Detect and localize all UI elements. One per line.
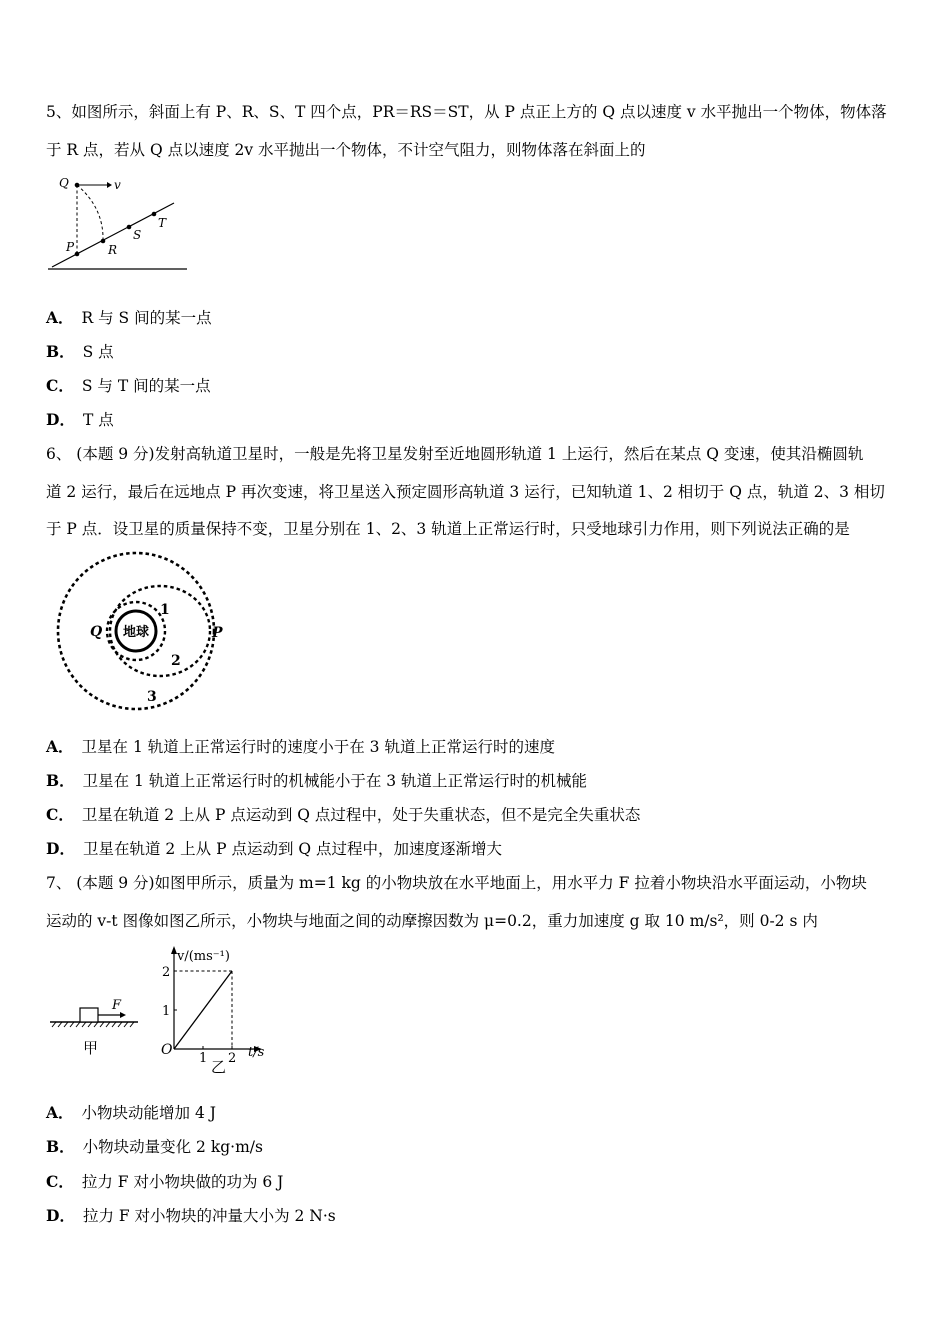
q5-label-v: v — [114, 178, 121, 192]
q6-stem-line2: 道 2 运行，最后在远地点 P 再次变速，将卫星送入预定圆形高轨道 3 运行，已知轨道 1、2 相切于 Q 点，轨道 2、3 相切 — [46, 483, 885, 501]
q7-stem-line1: 7、 (本题 9 分)如图甲所示，质量为 m=1 kg 的小物块放在水平地面上，用水平力 F 拉着小物块沿水平面运动，小物块 — [46, 874, 867, 892]
q7-option-b[interactable] — [46, 1137, 263, 1157]
q7-stem-line2: 运动的 v-t 图像如图乙所示，小物块与地面之间的动摩擦因数为 μ=0.2，重力加速度 g 取 10 m/s²，则 0-2 s 内 — [46, 912, 818, 930]
q6-option-a[interactable] — [46, 737, 555, 757]
q6-option-b[interactable] — [46, 771, 587, 791]
q7-y-axis-label: v/(ms⁻¹) — [177, 949, 230, 964]
q7-y-tick-label-1: 1 — [162, 1004, 171, 1019]
q7-option-c-label: C． — [46, 1172, 74, 1191]
q5-stem-line2: 于 R 点，若从 Q 点以速度 2v 水平抛出一个物体，不计空气阻力，则物体落在斜面上的 — [46, 141, 646, 159]
q5-label-p: P — [66, 240, 75, 254]
q6-label-orbit3: 3 — [147, 689, 157, 705]
q5-stem-line1: 5、如图所示，斜面上有 P、R、S、T 四个点，PR＝RS＝ST，从 P 点正上方的 Q 点以速度 v 水平抛出一个物体，物体落 — [46, 103, 887, 121]
q5-option-a-text: R 与 S 间的某一点 — [81, 309, 212, 327]
q5-option-b-text: S 点 — [82, 343, 114, 361]
q7-vt-line — [174, 971, 232, 1049]
q6-label-p: P — [212, 625, 223, 641]
q6-stem-line3: 于 P 点．设卫星的质量保持不变，卫星分别在 1、2、3 轨道上正常运行时，只受地球引力作用，则下列说法正确的是 — [46, 520, 850, 538]
q6-label-q: Q — [90, 624, 103, 640]
q7-x-tick-label-2: 2 — [228, 1051, 237, 1066]
q7-option-c-text: 拉力 F 对小物块做的功为 6 J — [81, 1173, 284, 1191]
q7-figure-jia — [46, 990, 146, 1062]
q6-orbit-figure — [46, 548, 236, 718]
q6-label-orbit1: 1 — [160, 602, 170, 618]
q5-option-c[interactable] — [46, 376, 211, 396]
q5-label-q: Q — [59, 176, 69, 190]
q5-option-a-label: A． — [46, 308, 74, 327]
q7-option-b-label: B． — [46, 1137, 75, 1156]
q7-option-c[interactable] — [46, 1172, 283, 1192]
q6-option-c-text: 卫星在轨道 2 上从 P 点运动到 Q 点过程中，处于失重状态，但不是完全失重状态 — [81, 806, 641, 824]
q6-option-a-label: A． — [46, 737, 74, 756]
q7-caption-yi: 乙 — [211, 1058, 227, 1076]
q5-option-d-text: T 点 — [82, 411, 114, 429]
q6-option-b-label: B． — [46, 771, 75, 790]
q7-option-b-text: 小物块动量变化 2 kg·m/s — [82, 1138, 263, 1156]
q7-option-d-text: 拉力 F 对小物块的冲量大小为 2 N·s — [82, 1207, 336, 1225]
q6-option-a-text: 卫星在 1 轨道上正常运行时的速度小于在 3 轨道上正常运行时的速度 — [81, 738, 555, 756]
q7-force-label: F — [112, 998, 122, 1013]
q5-option-b[interactable] — [46, 342, 114, 362]
q5-option-d-label: D． — [46, 410, 75, 429]
q7-option-a-label: A． — [46, 1103, 74, 1122]
q6-label-orbit2: 2 — [171, 653, 181, 669]
q6-stem-line1: 6、 (本题 9 分)发射高轨道卫星时，一般是先将卫星发射至近地圆形轨道 1 上运行，然后在某点 Q 变速，使其沿椭圆轨 — [46, 445, 864, 463]
q6-option-c[interactable] — [46, 805, 640, 825]
q5-option-c-label: C． — [46, 376, 74, 395]
q7-x-tick-label-1: 1 — [199, 1051, 208, 1066]
q5-label-s: S — [133, 228, 142, 242]
q7-option-d[interactable] — [46, 1206, 336, 1226]
q7-vt-chart — [155, 944, 275, 1078]
q7-x-axis-label: t/s — [248, 1045, 265, 1060]
q7-option-a-text: 小物块动能增加 4 J — [81, 1104, 216, 1122]
q6-option-c-label: C． — [46, 805, 74, 824]
q5-option-c-text: S 与 T 间的某一点 — [81, 377, 211, 395]
q7-option-a[interactable] — [46, 1103, 216, 1123]
q6-option-b-text: 卫星在 1 轨道上正常运行时的机械能小于在 3 轨道上正常运行时的机械能 — [82, 772, 588, 790]
q7-y-tick-label-2: 2 — [162, 965, 171, 980]
q5-label-r: R — [108, 243, 118, 257]
q7-origin-label: O — [161, 1042, 173, 1058]
q6-option-d-text: 卫星在轨道 2 上从 P 点运动到 Q 点过程中，加速度逐渐增大 — [82, 840, 503, 858]
q5-label-t: T — [158, 216, 167, 230]
q5-figure — [46, 168, 196, 274]
q6-option-d-label: D． — [46, 839, 75, 858]
q5-option-b-label: B． — [46, 342, 75, 361]
q7-caption-jia: 甲 — [83, 1039, 99, 1057]
q5-option-d[interactable] — [46, 410, 114, 430]
q7-block — [80, 1008, 98, 1022]
q7-option-d-label: D． — [46, 1206, 75, 1225]
q5-option-a[interactable] — [46, 308, 212, 328]
q6-option-d[interactable] — [46, 839, 502, 859]
q6-earth-label: 地球 — [122, 625, 150, 640]
